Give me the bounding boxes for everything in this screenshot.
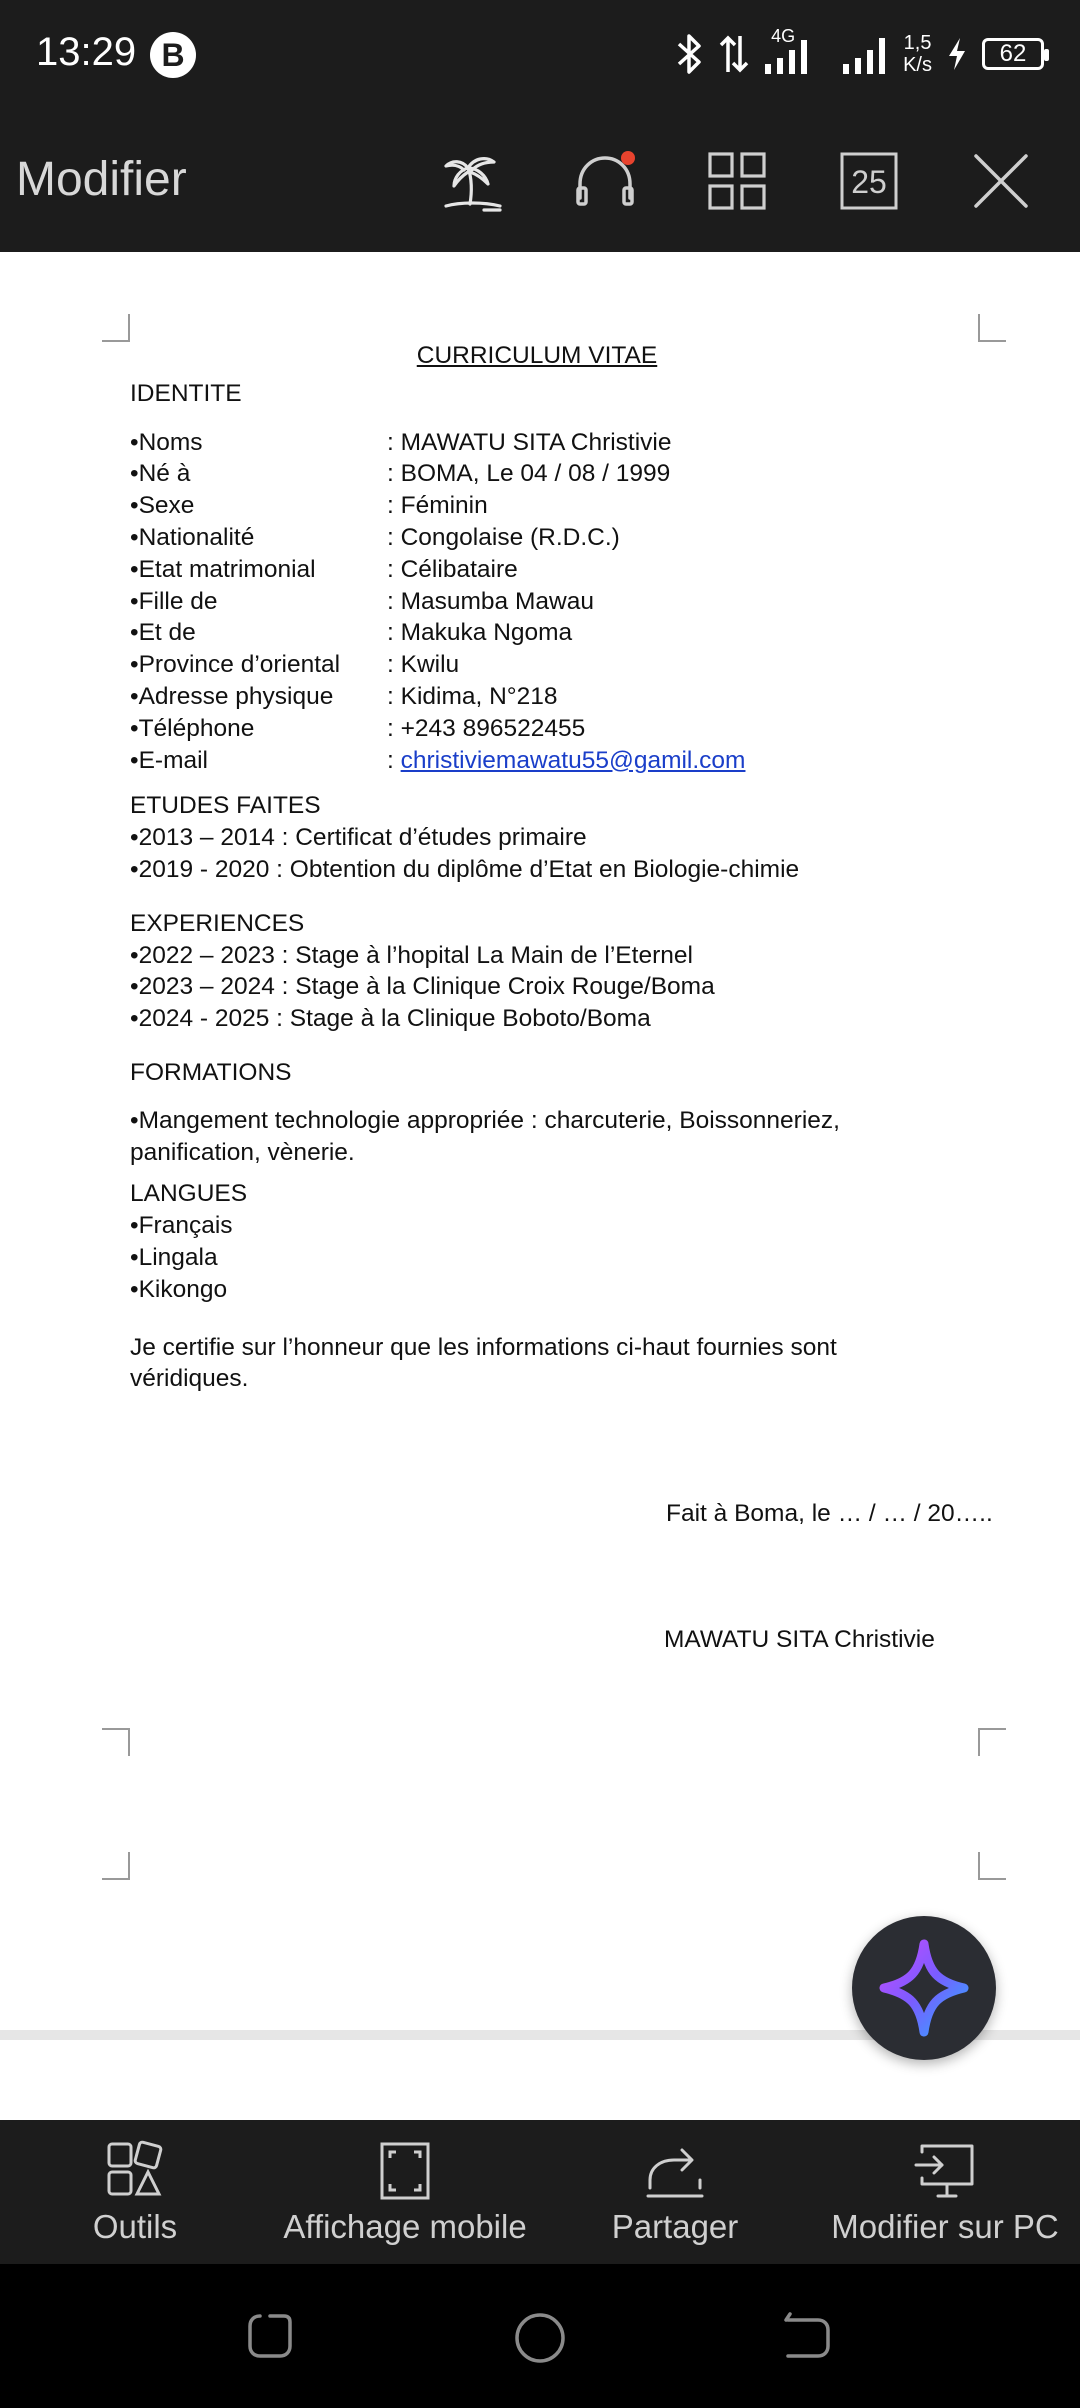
identity-row <box>130 649 960 681</box>
edit-on-pc-button[interactable] <box>820 2120 1070 2264</box>
document-view[interactable] <box>0 252 1080 2120</box>
crop-mark <box>102 1852 130 1880</box>
identity-value: : Célibataire <box>387 555 518 583</box>
languages-heading: LANGUES <box>130 1180 248 1208</box>
close-icon[interactable] <box>968 148 1034 214</box>
identity-heading: IDENTITE <box>130 379 242 407</box>
language-item: • Français <box>130 1210 960 1242</box>
identity-label: • Noms <box>130 427 387 459</box>
bluetooth-icon <box>673 32 705 76</box>
share-icon <box>644 2140 706 2202</box>
identity-label: • Sexe <box>130 490 387 522</box>
identity-list <box>130 427 960 777</box>
crop-mark <box>978 1728 1006 1756</box>
status-icons <box>673 28 1044 80</box>
identity-label: • Etat matrimonial <box>130 554 387 586</box>
signal-strength-icon <box>763 32 827 76</box>
identity-label: • Province d’oriental <box>130 649 387 681</box>
studies-heading: ETUDES FAITES <box>130 792 321 820</box>
identity-label: • Nationalité <box>130 522 387 554</box>
status-time: 13:29 <box>36 30 137 74</box>
experience-item: • 2023 – 2024 : Stage à la Clinique Croix Rouge/Boma <box>130 971 960 1003</box>
b-badge-icon: B <box>150 32 196 78</box>
identity-value: : Féminin <box>387 492 488 520</box>
crop-mark <box>978 314 1006 342</box>
certification-text-cont: véridiques. <box>130 1365 249 1393</box>
identity-row <box>130 586 960 618</box>
network-type: 4G <box>771 26 796 46</box>
identity-row <box>130 617 960 649</box>
mobile-view-button[interactable] <box>270 2120 540 2264</box>
status-bar <box>0 0 1080 108</box>
charging-icon <box>946 36 968 72</box>
calendar-day: 25 <box>851 164 887 200</box>
signal-strength-2-icon <box>841 32 889 76</box>
identity-row <box>130 522 960 554</box>
system-nav-bar <box>0 2264 1080 2408</box>
network-speed <box>903 32 932 76</box>
study-item: • 2013 – 2014 : Certificat d’études primaire <box>130 822 960 854</box>
email-label: • E-mail <box>130 745 387 777</box>
training-item: • Mangement technologie appropriée : charcuterie, Boissonneriez, <box>130 1105 960 1137</box>
identity-value: : Congolaise (R.D.C.) <box>387 523 620 551</box>
speed-value: 1,5 <box>903 32 932 54</box>
training-heading: FORMATIONS <box>130 1058 292 1086</box>
email-link[interactable]: christiviemawatu55@gamil.com <box>400 746 746 774</box>
identity-value: : Makuka Ngoma <box>387 619 573 647</box>
signal-4g <box>763 26 827 76</box>
share-button[interactable] <box>600 2120 750 2264</box>
data-transfer-icon <box>719 32 749 76</box>
identity-value: : +243 896522455 <box>387 714 586 742</box>
mobile-view-icon <box>378 2140 432 2202</box>
identity-label: • Fille de <box>130 586 387 618</box>
tools-button[interactable] <box>60 2120 210 2264</box>
identity-value: : MAWATU SITA Christivie <box>387 428 672 456</box>
identity-label: • Et de <box>130 617 387 649</box>
identity-value: : Masumba Mawau <box>387 587 594 615</box>
tools-label: Outils <box>92 2208 178 2245</box>
identity-row <box>130 490 960 522</box>
ai-assistant-button[interactable] <box>852 1916 996 2060</box>
language-item: • Kikongo <box>130 1274 960 1306</box>
identity-value: : Kwilu <box>387 651 460 679</box>
identity-label: • Téléphone <box>130 713 387 745</box>
identity-row <box>130 458 960 490</box>
mobile-view-label: Affichage mobile <box>283 2208 527 2245</box>
crop-mark <box>978 1852 1006 1880</box>
training-item-cont: panification, vènerie. <box>130 1138 355 1166</box>
study-item: • 2019 - 2020 : Obtention du diplôme d’Etat en Biologie-chimie <box>130 854 960 886</box>
home-icon[interactable] <box>512 2310 568 2366</box>
share-label: Partager <box>611 2208 739 2245</box>
palm-tree-icon[interactable] <box>440 148 506 214</box>
cv-title: CURRICULUM VITAE <box>416 342 658 369</box>
identity-value: : Kidima, N°218 <box>387 682 558 710</box>
recent-apps-icon[interactable] <box>244 2310 296 2362</box>
monitor-icon <box>912 2140 978 2202</box>
experience-item: • 2022 – 2023 : Stage à l’hopital La Main de l’Eternel <box>130 940 960 972</box>
identity-row-email <box>130 745 960 777</box>
battery-level: 62 <box>982 38 1044 70</box>
tools-grid-icon <box>105 2140 165 2200</box>
sparkle-icon <box>852 1916 996 2060</box>
headphones-icon[interactable] <box>572 148 638 214</box>
speed-unit: K/s <box>903 54 932 76</box>
calendar-icon[interactable] <box>836 148 902 214</box>
crop-mark <box>102 314 130 342</box>
certification-text: Je certifie sur l’honneur que les informations ci-haut fournies sont <box>130 1333 837 1361</box>
identity-label: • Né à <box>130 458 387 490</box>
language-item: • Lingala <box>130 1242 960 1274</box>
notification-dot-icon <box>621 151 635 165</box>
page-title: Modifier <box>16 153 187 206</box>
app-header <box>0 108 1080 252</box>
cv-content <box>130 340 960 1395</box>
identity-label: • Adresse physique <box>130 681 387 713</box>
experience-item: • 2024 - 2025 : Stage à la Clinique Boboto/Boma <box>130 1003 960 1035</box>
identity-value: : BOMA, Le 04 / 08 / 1999 <box>387 460 671 488</box>
back-icon[interactable] <box>782 2310 834 2362</box>
crop-mark <box>102 1728 130 1756</box>
place-date: Fait à Boma, le … / … / 20….. <box>666 1500 993 1527</box>
identity-row <box>130 554 960 586</box>
experience-heading: EXPERIENCES <box>130 909 305 937</box>
identity-row <box>130 713 960 745</box>
email-separator: : <box>387 746 401 774</box>
signature-name: MAWATU SITA Christivie <box>664 1626 935 1653</box>
bottom-toolbar <box>0 2120 1080 2264</box>
edit-on-pc-label: Modifier sur PC <box>831 2208 1059 2245</box>
identity-row <box>130 681 960 713</box>
grid-icon[interactable] <box>704 148 770 214</box>
identity-row <box>130 427 960 459</box>
